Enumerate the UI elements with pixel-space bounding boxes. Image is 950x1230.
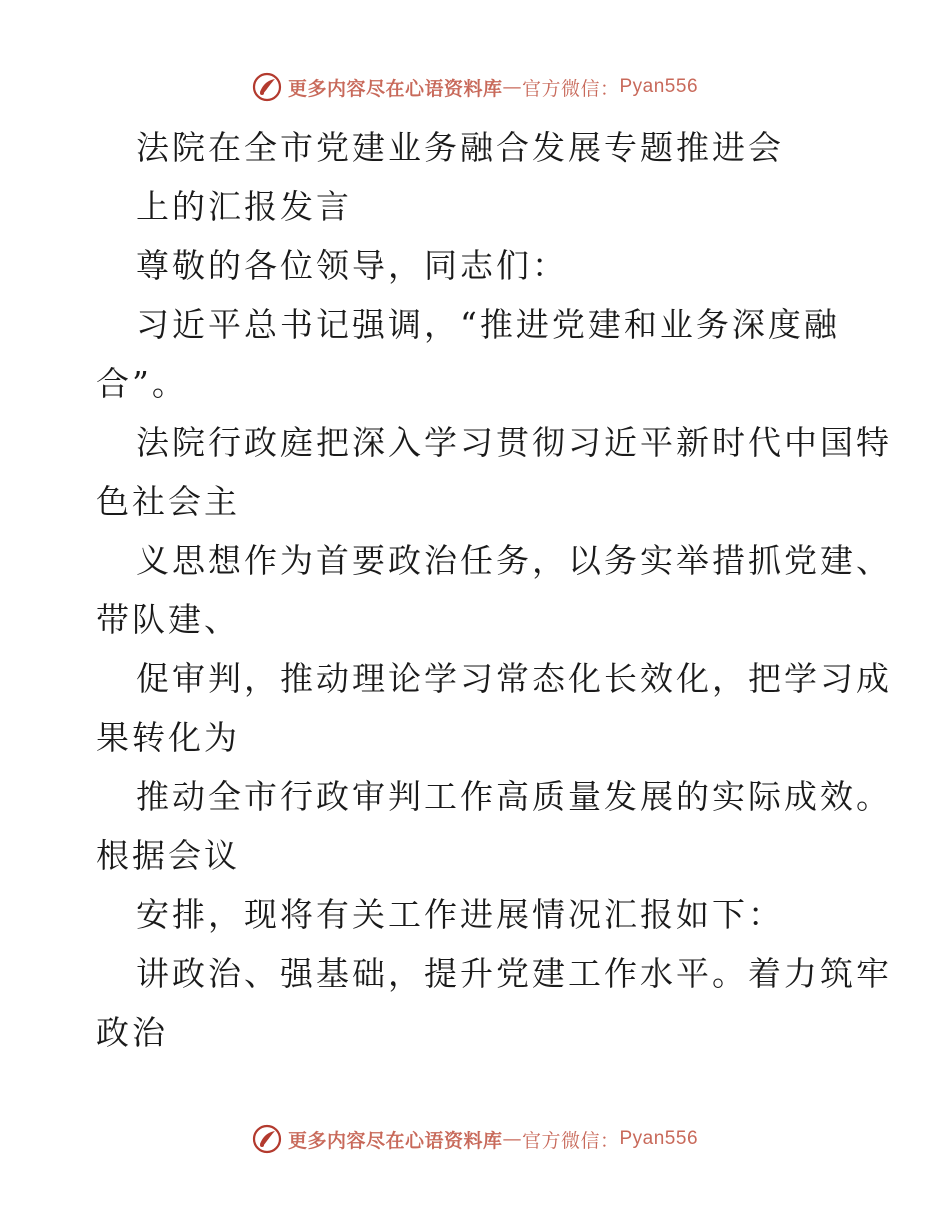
logo-icon <box>252 72 282 102</box>
title-line-1: 法院在全市党建业务融合发展专题推进会 <box>136 128 784 167</box>
paragraph-line: 果转化为 <box>96 718 240 757</box>
document-body <box>96 118 892 1062</box>
watermark-footer <box>0 1124 950 1154</box>
paragraph-line: 带队建、 <box>96 600 240 639</box>
section-heading-line: 讲政治、强基础，提升党建工作水平。着力筑牢 <box>136 954 892 993</box>
watermark-text: 更多内容尽在心语资料库 <box>287 77 503 100</box>
watermark-dash: — <box>502 1128 522 1150</box>
watermark-dash: — <box>502 76 522 98</box>
title-line-2: 上的汇报发言 <box>136 187 352 226</box>
paragraph-line: 习近平总书记强调，“推进党建和业务深度融 <box>136 305 840 344</box>
paragraph-line: 推动全市行政审判工作高质量发展的实际成效。 <box>136 777 892 816</box>
salutation: 尊敬的各位领导，同志们： <box>136 246 568 285</box>
watermark-text: 更多内容尽在心语资料库 <box>287 1129 503 1152</box>
logo-icon <box>252 1124 282 1154</box>
paragraph-line: 安排，现将有关工作进展情况汇报如下： <box>136 895 784 934</box>
watermark-wechat-id: Pyan556 <box>619 1128 699 1149</box>
watermark-official-label: 官方微信： <box>521 77 620 100</box>
paragraph-line: 促审判，推动理论学习常态化长效化，把学习成 <box>136 659 892 698</box>
paragraph-line: 根据会议 <box>96 836 240 875</box>
paragraph-line: 法院行政庭把深入学习贯彻习近平新时代中国特 <box>136 423 892 462</box>
paragraph-line: 色社会主 <box>96 482 240 521</box>
watermark-wechat-id: Pyan556 <box>619 76 699 97</box>
watermark-official-label: 官方微信： <box>521 1129 620 1152</box>
watermark-header <box>0 72 950 102</box>
paragraph-line: 合”。 <box>96 364 188 403</box>
paragraph-line: 义思想作为首要政治任务，以务实举措抓党建、 <box>136 541 892 580</box>
section-heading-line: 政治 <box>96 1013 168 1052</box>
